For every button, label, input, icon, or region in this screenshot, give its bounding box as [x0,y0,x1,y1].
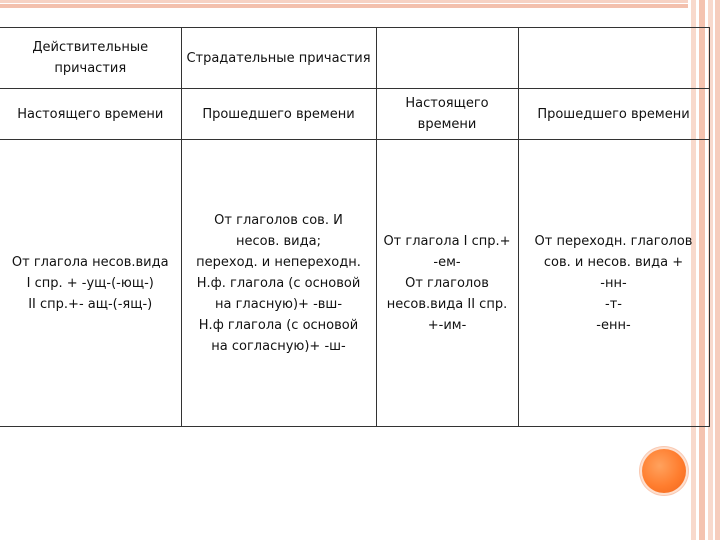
rule-line: -т- [605,296,622,312]
rule-line: -енн- [596,317,631,333]
header-empty-cell-3 [376,28,518,89]
rule-line: +-им- [427,317,467,333]
rule-line: сов. и несов. вида + [543,254,684,270]
rule-line: на гласную)+ -вш- [214,296,343,312]
rule-line: От глагола I спр.+ [383,233,511,249]
rule-line: -ем- [433,254,461,270]
header-empty-cell-4 [518,28,709,89]
rule-present-passive [376,140,518,427]
header-active-participles: Действительные причастия [0,28,181,89]
subheader-past-active: Прошедшего времени [181,89,376,140]
rule-line: Н.ф глагола (с основой [198,317,359,333]
subheader-past-passive: Прошедшего времени [518,89,709,140]
table-subheader-row [0,89,709,140]
rule-present-active [0,140,181,427]
rule-line: I спр. + -ущ-(-ющ-) [26,275,154,291]
rule-line: От глаголов сов. И [214,212,343,228]
orange-circle-icon [642,449,686,493]
table-body-row [0,140,709,427]
rule-line: несов.вида II спр. [386,296,508,312]
rule-line: От глагола несов.вида [11,254,169,270]
subheader-present-passive: Настоящего времени [376,89,518,140]
rule-line: несов. вида; [236,233,321,249]
rule-line: -нн- [600,275,627,291]
subheader-present-active: Настоящего времени [0,89,181,140]
top-frame-band [0,0,720,8]
rule-past-passive [518,140,709,427]
rule-line: От глаголов [405,275,489,291]
rule-line: II спр.+- ащ-(-ящ-) [28,296,153,312]
rule-line: Н.ф. глагола (с основой [196,275,361,291]
rule-past-active [181,140,376,427]
rule-line: на согласную)+ -ш- [211,338,346,354]
participles-table [0,27,710,427]
table-header-row [0,28,709,89]
rule-line: От переходн. глаголов [534,233,693,249]
header-passive-participles: Страдательные причастия [181,28,376,89]
rule-line: переход. и непереходн. [196,254,361,270]
